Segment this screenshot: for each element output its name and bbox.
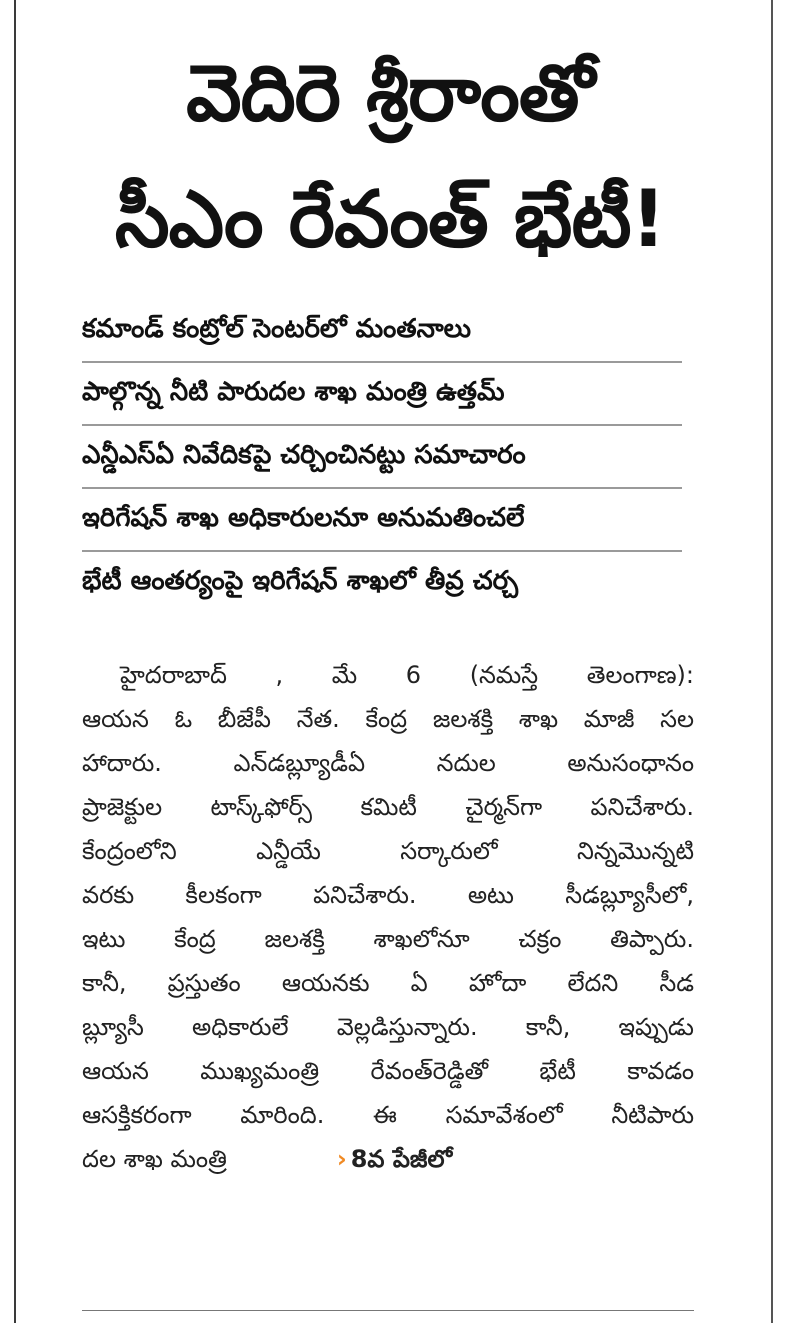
body-line: హాదారు. ఎన్‌డబ్ల్యూడీఏ నదుల అనుసంధానం bbox=[82, 749, 694, 777]
column-rule-right bbox=[771, 0, 773, 1323]
body-line: కేంద్రంలోని ఎన్డీయే సర్కారులో నిన్నమొన్నటి bbox=[82, 837, 694, 865]
subheadlines bbox=[82, 300, 682, 615]
subheadline: పాల్గొన్న నీటి పారుదల శాఖ మంత్రి ఉత్తమ్ bbox=[82, 363, 682, 426]
subheadline: కమాండ్ కంట్రోల్ సెంటర్‌లో మంతనాలు bbox=[82, 300, 682, 363]
subheadline: ఇరిగేషన్ శాఖ అధికారులనూ అనుమతించలే bbox=[82, 489, 682, 552]
chevron-right-icon: › bbox=[336, 1145, 347, 1173]
subheadline: భేటీ ఆంతర్యంపై ఇరిగేషన్ శాఖలో తీవ్ర చర్చ bbox=[82, 566, 519, 596]
bottom-divider bbox=[82, 1310, 694, 1311]
body-line: బ్ల్యూసీ అధికారులే వెల్లడిస్తున్నారు. కానీ, ఇప్పుడు bbox=[82, 1013, 694, 1041]
dateline: హైదరాబాద్ , మే 6 (నమస్తే తెలంగాణ): bbox=[120, 661, 694, 689]
article-body bbox=[82, 653, 694, 1181]
body-line: వరకు కీలకంగా పనిచేశారు. అటు సీడబ్ల్యూసీలో, bbox=[82, 881, 694, 909]
headline-line-2: సీఎం రేవంత్ భేటీ! bbox=[114, 175, 666, 265]
body-line: దల శాఖ మంత్రి bbox=[82, 1145, 227, 1173]
body-line: ఆసక్తికరంగా మారింది. ఈ సమావేశంలో నీటిపారు bbox=[82, 1101, 694, 1129]
column-rule-left bbox=[14, 0, 16, 1323]
headline-line-1: వెదిరె శ్రీరాంతో bbox=[186, 49, 594, 139]
body-line: ఆయన ముఖ్యమంత్రి రేవంత్‌రెడ్డితో భేటీ కావడం bbox=[82, 1057, 694, 1085]
body-line: ప్రాజెక్టుల టాస్క్‌ఫోర్స్ కమిటీ చైర్మన్‌గా పనిచేశారు. bbox=[82, 793, 694, 821]
continued-label: 8వ పేజీలో bbox=[350, 1145, 453, 1173]
body-line: ఇటు కేంద్ర జలశక్తి శాఖలోనూ చక్రం తిప్పారు. bbox=[82, 925, 694, 953]
continued-marker[interactable] bbox=[337, 1137, 452, 1181]
body-line: ఆయన ఓ బీజేపీ నేత. కేంద్ర జలశక్తి శాఖ మాజీ సల bbox=[82, 705, 694, 733]
body-last-line bbox=[82, 1137, 694, 1181]
subheadline: ఎన్డీఎస్ఏ నివేదికపై చర్చించినట్టు సమాచారం bbox=[82, 426, 682, 489]
body-line: కానీ, ప్రస్తుతం ఆయనకు ఏ హోదా లేదని సీడ bbox=[82, 969, 694, 997]
